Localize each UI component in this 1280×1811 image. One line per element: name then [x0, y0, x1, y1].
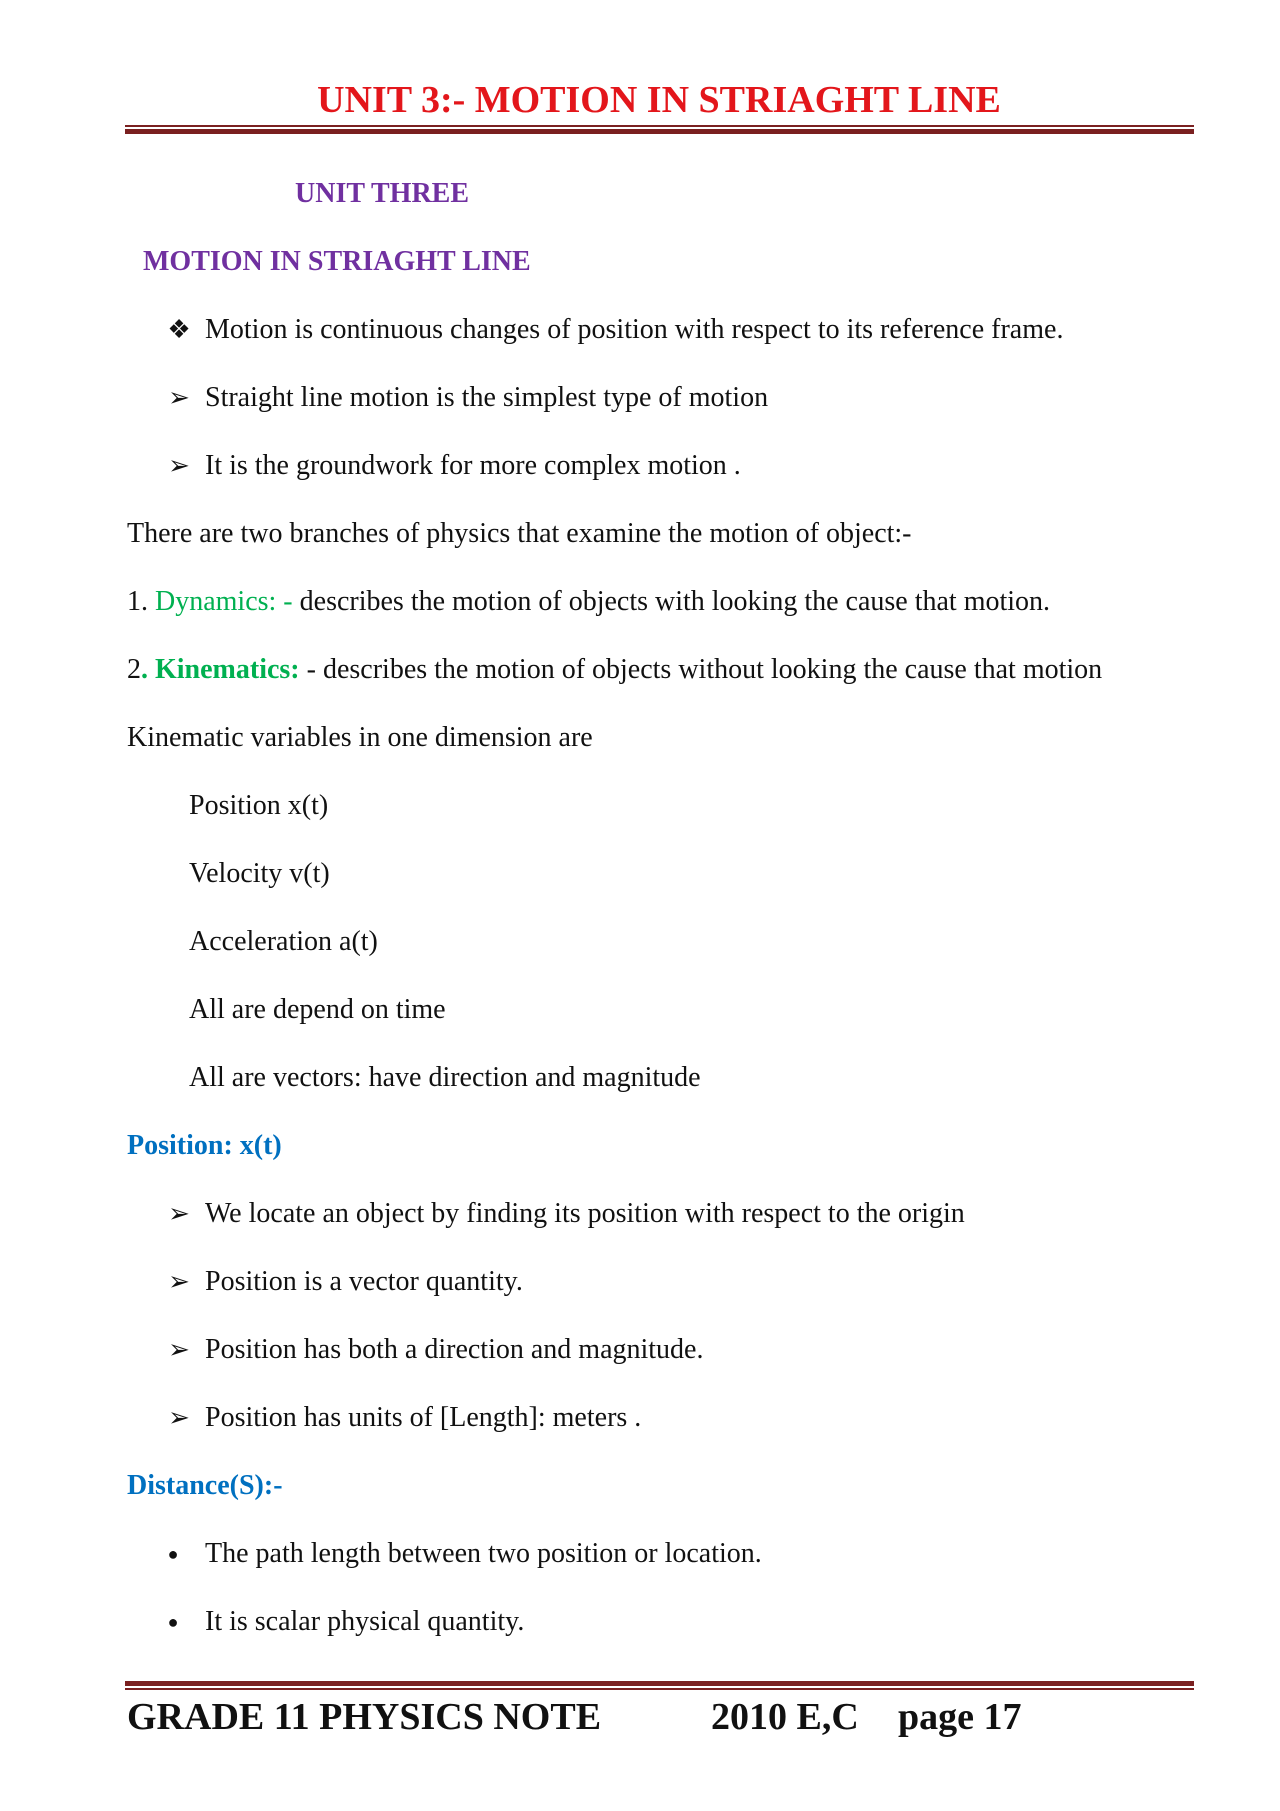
arrow-bullet-icon: ➢ — [168, 1199, 190, 1228]
unit-label: UNIT THREE — [295, 178, 470, 209]
branch-term-dynamics: Dynamics: - — [155, 586, 293, 617]
position-bullet-text: Position has both a direction and magnitude. — [205, 1334, 704, 1365]
intro-bullet-text: It is the groundwork for more complex motion . — [205, 450, 741, 481]
round-bullet-icon: ● — [167, 1612, 179, 1632]
arrow-bullet-icon: ➢ — [168, 451, 190, 480]
kinematic-variable: All are vectors: have direction and magnitude — [189, 1062, 701, 1093]
distance-bullet-text: The path length between two position or location. — [205, 1538, 762, 1569]
position-bullet-text: Position is a vector quantity. — [205, 1266, 523, 1297]
kinematic-variable: Acceleration a(t) — [189, 926, 378, 957]
header-divider — [125, 125, 1194, 134]
page-header-title: UNIT 3:- MOTION IN STRIAGHT LINE — [317, 79, 1001, 121]
branch-description: - describes the motion of objects without looking the cause that motion — [299, 654, 1103, 685]
branches-intro: There are two branches of physics that examine the motion of object:- — [127, 518, 912, 549]
arrow-bullet-icon: ➢ — [168, 1403, 190, 1432]
intro-bullet-text: Straight line motion is the simplest type of motion — [205, 382, 769, 413]
position-bullet-text: Position has units of [Length]: meters . — [205, 1402, 642, 1433]
unit-title: MOTION IN STRIAGHT LINE — [143, 246, 531, 277]
footer-page-number: page 17 — [898, 1696, 1022, 1738]
round-bullet-icon: ● — [167, 1544, 179, 1564]
branch-description: describes the motion of objects with looking the cause that motion. — [292, 586, 1051, 617]
kinematic-variable: Position x(t) — [189, 790, 329, 821]
kinematic-variable: All are depend on time — [189, 994, 446, 1025]
distance-bullet-text: It is scalar physical quantity. — [205, 1606, 525, 1637]
branch-kinematics — [127, 653, 1102, 687]
kinematic-variable: Velocity v(t) — [189, 858, 330, 889]
branch-number: 1. — [127, 586, 148, 617]
footer-divider — [125, 1681, 1194, 1690]
branch-dynamics — [127, 585, 1050, 619]
position-bullet-text: We locate an object by finding its position with respect to the origin — [205, 1198, 965, 1229]
diamond-bullet-icon: ❖ — [167, 315, 191, 344]
footer-year: 2010 E,C — [711, 1696, 859, 1738]
intro-bullet-text: Motion is continuous changes of position with respect to its reference frame. — [205, 314, 1064, 345]
distance-heading: Distance(S):- — [127, 1470, 283, 1501]
branch-term-kinematics: . Kinematics: — [141, 654, 300, 685]
arrow-bullet-icon: ➢ — [168, 1335, 190, 1364]
branch-number: 2 — [127, 654, 141, 685]
arrow-bullet-icon: ➢ — [168, 1267, 190, 1296]
arrow-bullet-icon: ➢ — [168, 383, 190, 412]
position-heading: Position: x(t) — [127, 1130, 282, 1161]
kinematic-intro: Kinematic variables in one dimension are — [127, 722, 593, 753]
footer-course-title: GRADE 11 PHYSICS NOTE — [127, 1696, 602, 1738]
